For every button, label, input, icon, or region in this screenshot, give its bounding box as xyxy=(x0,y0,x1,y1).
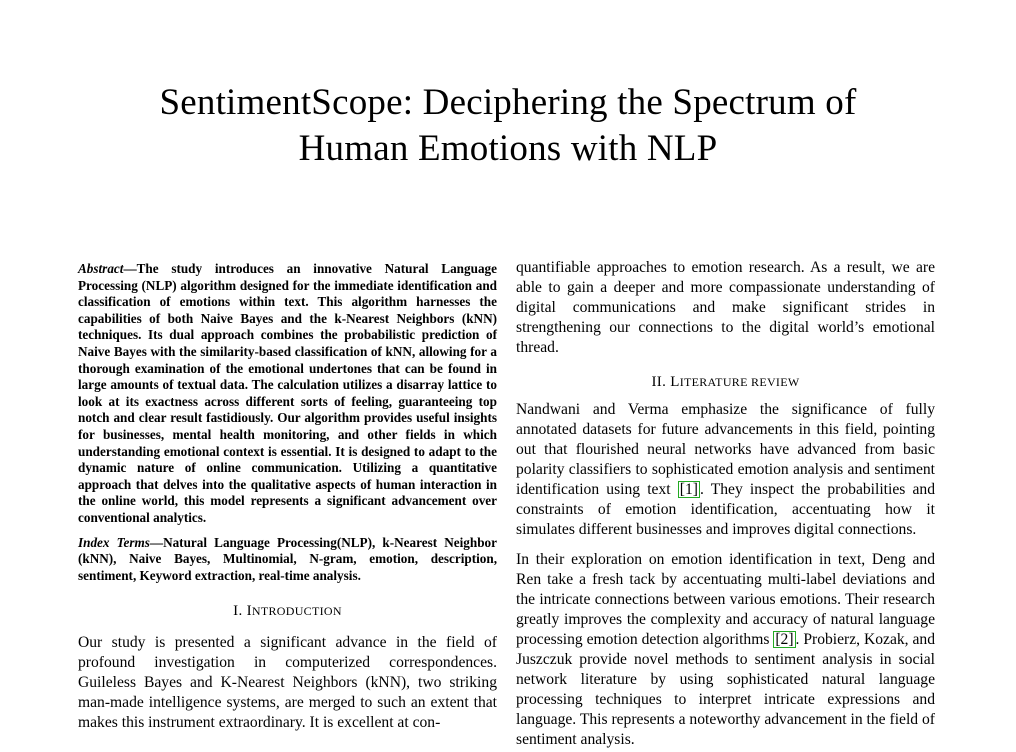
right-column xyxy=(516,259,935,750)
section-heading-introduction xyxy=(78,601,497,621)
section-cap: I xyxy=(246,603,252,620)
literature-p1-text: Nandwani and Verma emphasize the significance of fully annotated datasets for future advancements in this field, pointing out that flourished neural networks have advanced from basic polarity classifiers to sophisticated emotion analysis and sentiment identification using text xyxy=(516,401,935,498)
introduction-paragraph: Our study is presented a significant advance in the field of profound investigation in computerized correspondences. Guileless Bayes and K-Nearest Neighbors (kNN), two striking man-made intelligence systems, are merged to such an extent that makes this instrument extraordinary. It is excellent at con- xyxy=(78,634,497,732)
abstract-lead: Abstract xyxy=(78,261,124,276)
section-rest: ITERATURE REVIEW xyxy=(679,375,800,389)
abstract-dash: — xyxy=(123,261,137,276)
title-line-2: Human Emotions with NLP xyxy=(298,128,718,169)
left-column xyxy=(78,259,497,733)
section-numeral: I. xyxy=(233,603,243,620)
index-terms-text: Natural Language Processing(NLP), k-Nearest Neighbor (kNN), Naive Bayes, Multinomial, N-gram, emotion, description, sentiment, Keyword extraction, real-time analysis. xyxy=(78,534,497,583)
literature-p2-text: In their exploration on emotion identification in text, Deng and Ren take a fresh tack by accentuating multi-label deviations and the intricate connections between various emotions. Their research greatly improves the complexity and accuracy of natural language processing emotion detection algorithms xyxy=(516,551,935,648)
section-numeral: II. xyxy=(651,374,667,390)
citation-link-1[interactable]: [1] xyxy=(679,481,698,498)
literature-p1-text-after: . They inspect the probabilities and constraints of emotion identification, accentuating how it simulates different businesses and improves digital connections. xyxy=(516,481,935,538)
title-line-1: SentimentScope: Deciphering the Spectrum of xyxy=(159,82,857,123)
introduction-continuation: quantifiable approaches to emotion research. As a result, we are able to gain a deeper and more compassionate understanding of digital communications and make significant strides in strengthening our connections to the digital world’s emotional thread. xyxy=(516,259,935,356)
index-terms-dash: — xyxy=(149,534,164,550)
literature-paragraph-2 xyxy=(516,550,935,750)
section-cap: L xyxy=(670,374,680,390)
index-terms xyxy=(78,535,497,585)
index-terms-lead: Index Terms xyxy=(78,534,150,550)
section-rest: NTRODUCTION xyxy=(251,604,342,619)
page-title xyxy=(0,80,1016,172)
literature-paragraph-1 xyxy=(516,400,935,540)
section-heading-literature-review xyxy=(516,372,935,392)
abstract xyxy=(78,261,497,527)
citation-link-2[interactable]: [2] xyxy=(775,631,794,648)
abstract-text: The study introduces an innovative Natural Language Processing (NLP) algorithm designed for the immediate identification and classification of emotions within text. This algorithm harnesses the capabilities of both Naive Bayes and the k-Nearest Neighbors (kNN) techniques. Its dual approach combines the probabilistic prediction of Naive Bayes with the similarity-based classification of kNN, allowing for a thorough examination of the emotional undertones that can be found in large amounts of textual data. The calculation utilizes a disarray lattice to look at its exactness across different sorts of feeling, guaranteeing top notch and clear result fastidiously. Our algorithm provides useful insights for businesses, mental health monitoring, and other fields in which understanding emotional context is essential. It is designed to adapt to the dynamic nature of online communication. Utilizing a quantitative approach that delves into the qualitative aspects of human interaction in the online world, this model represents a significant advancement over conventional analytics. xyxy=(78,261,497,525)
literature-p2-text-after: . Probierz, Kozak, and Juszczuk provide novel methods to sentiment analysis in social network literature by using sophisticated natural language processing techniques to interpret intricate expressions and language. This represents a noteworthy advancement in the field of sentiment analysis. xyxy=(516,631,935,748)
